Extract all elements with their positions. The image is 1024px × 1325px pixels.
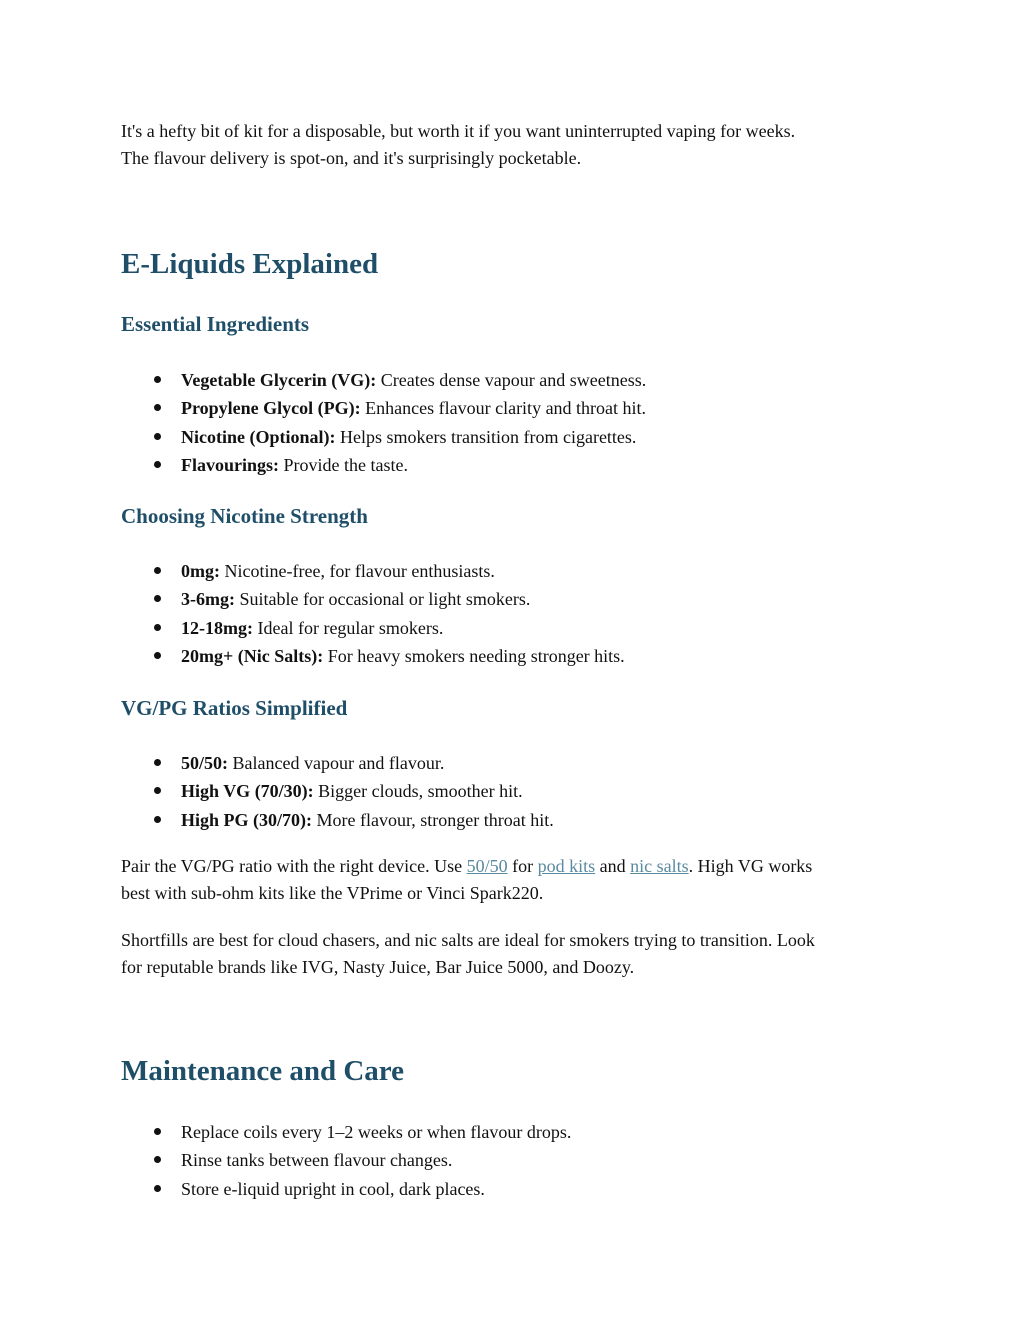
list-item: Store e-liquid upright in cool, dark places.: [121, 1175, 911, 1203]
intro-line-1: It's a hefty bit of kit for a disposable, but worth it if you want uninterrupted vaping for weeks.: [121, 121, 796, 141]
list-item: Flavourings: Provide the taste.: [121, 451, 911, 479]
link-nic-salts[interactable]: nic salts: [630, 856, 689, 876]
list-item: 20mg+ (Nic Salts): For heavy smokers needing stronger hits.: [121, 642, 911, 670]
list-item: Nicotine (Optional): Helps smokers transition from cigarettes.: [121, 423, 911, 451]
maintenance-list: [121, 1118, 911, 1203]
list-item: Propylene Glycol (PG): Enhances flavour clarity and throat hit.: [121, 394, 911, 422]
subheading-vgpg-ratios: VG/PG Ratios Simplified: [121, 696, 348, 720]
ingredients-list: [121, 366, 911, 479]
nicotine-list: [121, 557, 911, 670]
section-heading-maintenance: Maintenance and Care: [121, 1055, 405, 1087]
list-item: 3-6mg: Suitable for occasional or light smokers.: [121, 585, 911, 613]
link-50-50[interactable]: 50/50: [466, 856, 508, 876]
subheading-ingredients: Essential Ingredients: [121, 312, 310, 336]
link-pod-kits[interactable]: pod kits: [537, 856, 596, 876]
ratios-list: [121, 749, 911, 834]
intro-line-2: The flavour delivery is spot-on, and it's surprisingly pocketable.: [121, 148, 582, 168]
list-item: High VG (70/30): Bigger clouds, smoother hit.: [121, 777, 911, 805]
list-item: High PG (30/70): More flavour, stronger throat hit.: [121, 806, 911, 834]
list-item: Replace coils every 1–2 weeks or when flavour drops.: [121, 1118, 911, 1146]
list-item: Rinse tanks between flavour changes.: [121, 1146, 911, 1174]
pairing-paragraph: Pair the VG/PG ratio with the right device. Use 50/50 for pod kits and nic salts. High VG works best with sub-ohm kits like the VPrime or Vinci Spark220.: [121, 856, 813, 903]
list-item: 50/50: Balanced vapour and flavour.: [121, 749, 911, 777]
intro-paragraph: [121, 118, 911, 172]
subheading-nicotine-strength: Choosing Nicotine Strength: [121, 504, 368, 528]
shortfills-paragraph: Shortfills are best for cloud chasers, and nic salts are ideal for smokers trying to transition. Look for reputable brands like IVG, Nasty Juice, Bar Juice 5000, and Doozy.: [121, 930, 815, 977]
list-item: 12-18mg: Ideal for regular smokers.: [121, 614, 911, 642]
list-item: Vegetable Glycerin (VG): Creates dense vapour and sweetness.: [121, 366, 911, 394]
list-item: 0mg: Nicotine-free, for flavour enthusiasts.: [121, 557, 911, 585]
section-heading-eliquids: E-Liquids Explained: [121, 248, 379, 280]
